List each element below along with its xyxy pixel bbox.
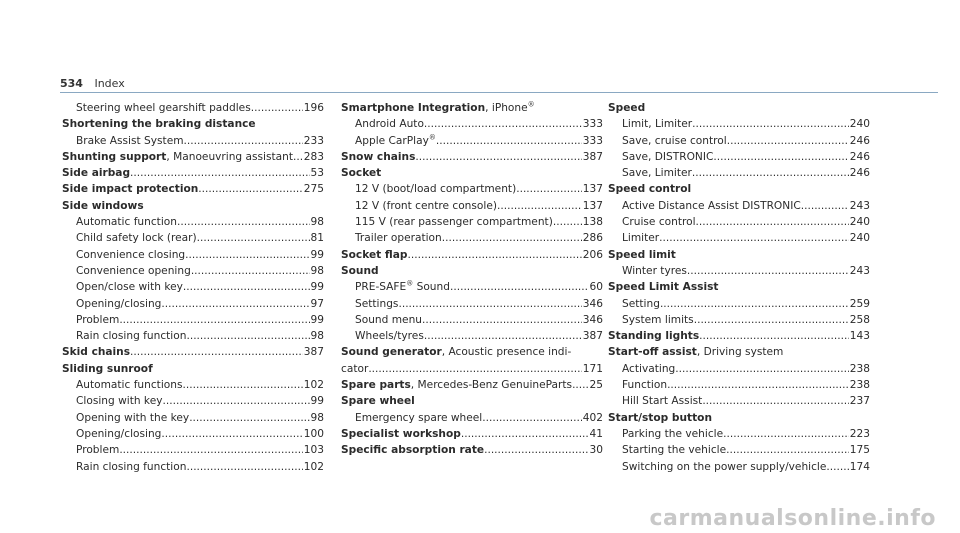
registered-mark: ® [527,100,535,109]
index-heading[interactable] [341,361,603,377]
index-subentry[interactable] [62,442,324,458]
entry-term: Problem [76,444,120,457]
page-reference[interactable]: 102 [303,377,324,393]
entry-term: PRE-SAFE [355,281,407,294]
index-heading [608,100,870,116]
index-heading [608,181,870,197]
index-subentry[interactable] [62,377,324,393]
entry-term: Cruise control [622,216,696,229]
entry-term: Open/close with key [76,281,183,294]
page-reference[interactable]: 402 [582,410,603,426]
entry-term: Android Auto [355,118,424,131]
page-reference[interactable]: 246 [849,133,870,149]
entry-term: Shortening the braking distance [62,118,256,131]
index-subentry[interactable] [62,263,324,279]
page-reference[interactable]: 387 [303,344,324,360]
entry-term: Convenience closing [76,248,186,261]
index-column-2 [341,100,603,459]
entry-term: Apple CarPlay [355,134,429,147]
entry-qualifier: , Manoeuvring assistant [166,150,294,163]
entry-term: Trailer operation [355,232,442,245]
entry-term: Hill Start Assist [622,395,703,408]
index-entry [341,247,603,263]
page-reference[interactable]: 25 [589,377,603,393]
entry-term: Function [622,379,668,392]
entry-term: Sound [341,264,379,277]
page-reference[interactable]: 196 [303,100,324,116]
section-title: Index [94,77,125,90]
page-reference[interactable]: 206 [582,247,603,263]
page-reference[interactable]: 233 [303,133,324,149]
index-entry [62,181,324,197]
index-subentry[interactable] [341,279,603,295]
page-number: 534 [60,77,83,90]
page-reference[interactable]: 258 [849,312,870,328]
index-subentry[interactable] [341,116,603,132]
entry-term: Winter tyres [622,264,687,277]
index-entry [341,344,603,377]
entry-qualifier: , Acoustic presence indi- [441,346,572,359]
entry-term: Steering wheel gearshift paddles [76,102,251,114]
entry-term: Setting [622,297,660,310]
index-entry [341,263,603,344]
index-subentry[interactable] [608,149,870,165]
index-heading[interactable] [608,328,870,344]
entry-term: 115 V (rear passenger compartment) [355,216,553,229]
index-entry [608,247,870,280]
index-heading [608,279,870,295]
entry-term: Save, Limiter [622,167,692,180]
page-reference[interactable]: 240 [849,116,870,132]
registered-mark: ® [428,133,436,142]
entry-term: Automatic function [76,216,177,229]
page-reference[interactable]: 137 [582,181,603,197]
entry-term: Child safety lock (rear) [76,232,197,245]
entry-term: Rain closing function [76,460,187,473]
index-subentry[interactable] [341,312,603,328]
page-reference[interactable]: 98 [310,214,324,230]
entry-term: 12 V (boot/load compartment) [355,183,517,196]
entry-term: Side windows [62,199,144,212]
page-reference[interactable]: 99 [310,312,324,328]
index-subentry[interactable] [608,165,870,181]
entry-term: Brake Assist System [76,134,184,147]
index-entry [62,344,324,360]
index-subentry[interactable] [608,361,870,377]
entry-term: Speed Limit Assist [608,281,719,294]
page-reference[interactable]: 237 [849,393,870,409]
index-heading [608,410,870,426]
page-reference[interactable]: 387 [582,149,603,165]
entry-term: Sound menu [355,313,422,326]
entry-term: Sliding sunroof [62,362,153,375]
index-subentry[interactable] [608,263,870,279]
entry-term: Activating [622,362,676,375]
index-entry [62,361,324,475]
index-entry [62,100,324,116]
index-entry [608,100,870,181]
index-entry [62,165,324,181]
index-entry [341,377,603,393]
entry-qualifier: , iPhone [485,102,528,114]
index-subentry[interactable] [341,198,603,214]
page-reference[interactable]: 53 [310,165,324,181]
page-reference[interactable]: 60 [589,279,603,295]
entry-term: Rain closing function [76,330,187,343]
page-reference[interactable]: 238 [849,377,870,393]
entry-term: Automatic functions [76,379,183,392]
index-subentry[interactable] [608,442,870,458]
index-entry [341,393,603,426]
page-reference[interactable]: 98 [310,263,324,279]
index-subentry[interactable] [62,214,324,230]
page-reference[interactable]: 143 [849,328,870,344]
index-entry [62,149,324,165]
page-reference[interactable]: 333 [582,133,603,149]
page-reference[interactable]: 98 [310,410,324,426]
entry-term: Settings [355,297,399,310]
index-entry [608,279,870,328]
entry-term: Socket [341,167,382,180]
entry-term: Socket flap [341,248,408,261]
index-heading[interactable] [62,149,324,165]
page-reference[interactable]: 275 [303,181,324,197]
entry-term: Problem [76,313,120,326]
index-heading[interactable] [341,442,603,458]
entry-term: Skid chains [62,346,131,359]
entry-term: Standing lights [608,330,700,343]
index-heading [608,344,870,360]
index-entry [62,116,324,149]
entry-term: Limit, Limiter [622,118,693,131]
index-subentry[interactable] [62,279,324,295]
index-subentry[interactable] [608,230,870,246]
page-reference[interactable]: 137 [582,198,603,214]
page-reference[interactable]: 286 [582,230,603,246]
page-reference[interactable]: 223 [849,426,870,442]
entry-qualifier: , Driving system [696,346,784,359]
page-reference[interactable]: 346 [582,296,603,312]
index-subentry[interactable] [62,426,324,442]
entry-term: Spare parts [341,379,411,392]
index-subentry[interactable] [62,393,324,409]
page-reference[interactable]: 246 [849,149,870,165]
index-subentry[interactable] [62,100,324,116]
index-entry [341,100,603,149]
page-reference[interactable]: 99 [310,279,324,295]
index-subentry[interactable] [341,133,603,149]
page-reference[interactable]: 346 [582,312,603,328]
page-reference[interactable]: 98 [310,328,324,344]
index-subentry[interactable] [62,312,324,328]
page-reference[interactable]: 333 [582,116,603,132]
entry-term: Spare wheel [341,395,415,408]
entry-term: 12 V (front centre console) [355,199,497,212]
page-reference[interactable]: 240 [849,214,870,230]
index-subentry[interactable] [608,426,870,442]
entry-term: Emergency spare wheel [355,411,483,424]
entry-term: Limiter [622,232,660,245]
entry-term: Start-off assist [608,346,697,359]
header-rule [60,92,938,93]
entry-term: Smartphone Integration [341,102,486,114]
index-subentry[interactable] [608,459,870,475]
entry-term: Starting the vehicle [622,444,727,457]
registered-mark: ® [406,279,414,288]
index-subentry[interactable] [341,410,603,426]
index-column-3 [608,100,870,475]
entry-term: Speed limit [608,248,676,261]
index-entry [341,426,603,442]
page-reference[interactable]: 175 [849,442,870,458]
page-reference[interactable]: 99 [310,393,324,409]
index-heading [341,344,603,360]
page-reference[interactable]: 174 [849,459,870,475]
entry-term: Speed control [608,183,692,196]
entry-term: Snow chains [341,150,416,163]
index-entry [608,181,870,246]
index-subentry[interactable] [62,459,324,475]
index-subentry[interactable] [608,133,870,149]
index-heading[interactable] [341,247,603,263]
index-subentry[interactable] [608,214,870,230]
index-subentry[interactable] [62,296,324,312]
entry-term: Side impact protection [62,183,199,196]
index-heading [341,393,603,409]
entry-term: cator [341,362,369,375]
index-heading [62,361,324,377]
entry-term: Closing with key [76,395,163,408]
index-subentry[interactable] [341,181,603,197]
entry-term: Switching on the power supply/vehicle [622,460,827,473]
entry-term: Parking the vehicle [622,427,724,440]
entry-term-suffix: Sound [413,281,450,294]
entry-term: Convenience opening [76,264,191,277]
index-heading [62,116,324,132]
index-entry [341,442,603,458]
page-reference[interactable]: 240 [849,230,870,246]
index-subentry[interactable] [341,214,603,230]
entry-term: Specialist workshop [341,427,461,440]
index-heading [341,263,603,279]
entry-term: Speed [608,102,646,114]
page-reference[interactable]: 246 [849,165,870,181]
index-heading[interactable] [62,344,324,360]
index-entry [608,344,870,409]
page-reference[interactable]: 243 [849,198,870,214]
index-subentry[interactable] [62,230,324,246]
page-reference[interactable]: 103 [303,442,324,458]
page-reference[interactable]: 283 [303,149,324,165]
index-heading [341,165,603,181]
index-entry [341,165,603,246]
index-subentry[interactable] [608,377,870,393]
index-subentry[interactable] [608,296,870,312]
index-entry [608,328,870,344]
entry-term: Wheels/tyres [355,330,424,343]
page-reference[interactable]: 100 [303,426,324,442]
index-subentry[interactable] [62,247,324,263]
entry-term: Save, DISTRONIC [622,150,714,163]
page-reference[interactable]: 238 [849,361,870,377]
page-reference[interactable]: 387 [582,328,603,344]
entry-term: Shunting support [62,150,167,163]
index-entry [62,198,324,345]
page-reference[interactable]: 259 [849,296,870,312]
index-subentry[interactable] [608,312,870,328]
entry-term: Save, cruise control [622,134,727,147]
index-subentry[interactable] [341,296,603,312]
watermark: carmanualsonline.info [649,506,936,531]
entry-term: Opening with the key [76,411,190,424]
entry-qualifier: , Mercedes-Benz GenuineParts [410,379,573,392]
page-reference[interactable]: 41 [589,426,603,442]
index-heading[interactable] [341,426,603,442]
page-reference[interactable]: 97 [310,296,324,312]
index-entry [341,149,603,165]
index-heading[interactable] [341,149,603,165]
index-heading [341,100,603,116]
page-reference[interactable]: 81 [310,230,324,246]
index-subentry[interactable] [62,133,324,149]
page-reference[interactable]: 102 [303,459,324,475]
page-reference[interactable]: 171 [582,361,603,377]
entry-term: Specific absorption rate [341,444,485,457]
index-subentry[interactable] [608,393,870,409]
entry-term: Sound generator [341,346,442,359]
index-subentry[interactable] [608,116,870,132]
index-heading[interactable] [62,181,324,197]
index-subentry[interactable] [341,230,603,246]
entry-term: System limits [622,313,694,326]
index-subentry[interactable] [62,328,324,344]
entry-term: Opening/closing [76,427,162,440]
page-reference[interactable]: 30 [589,442,603,458]
index-subentry[interactable] [62,410,324,426]
entry-term: Side airbag [62,167,131,180]
index-entry [608,410,870,475]
index-heading[interactable] [341,377,603,393]
entry-term: Active Distance Assist DISTRONIC [622,199,801,212]
index-subentry[interactable] [608,198,870,214]
index-column-1 [62,100,324,475]
page-header [60,77,125,90]
index-heading [62,198,324,214]
page-reference[interactable]: 243 [849,263,870,279]
index-heading[interactable] [62,165,324,181]
index-subentry[interactable] [341,328,603,344]
entry-term: Opening/closing [76,297,162,310]
index-heading [608,247,870,263]
entry-term: Start/stop button [608,411,712,424]
page-reference[interactable]: 138 [582,214,603,230]
page-reference[interactable]: 99 [310,247,324,263]
